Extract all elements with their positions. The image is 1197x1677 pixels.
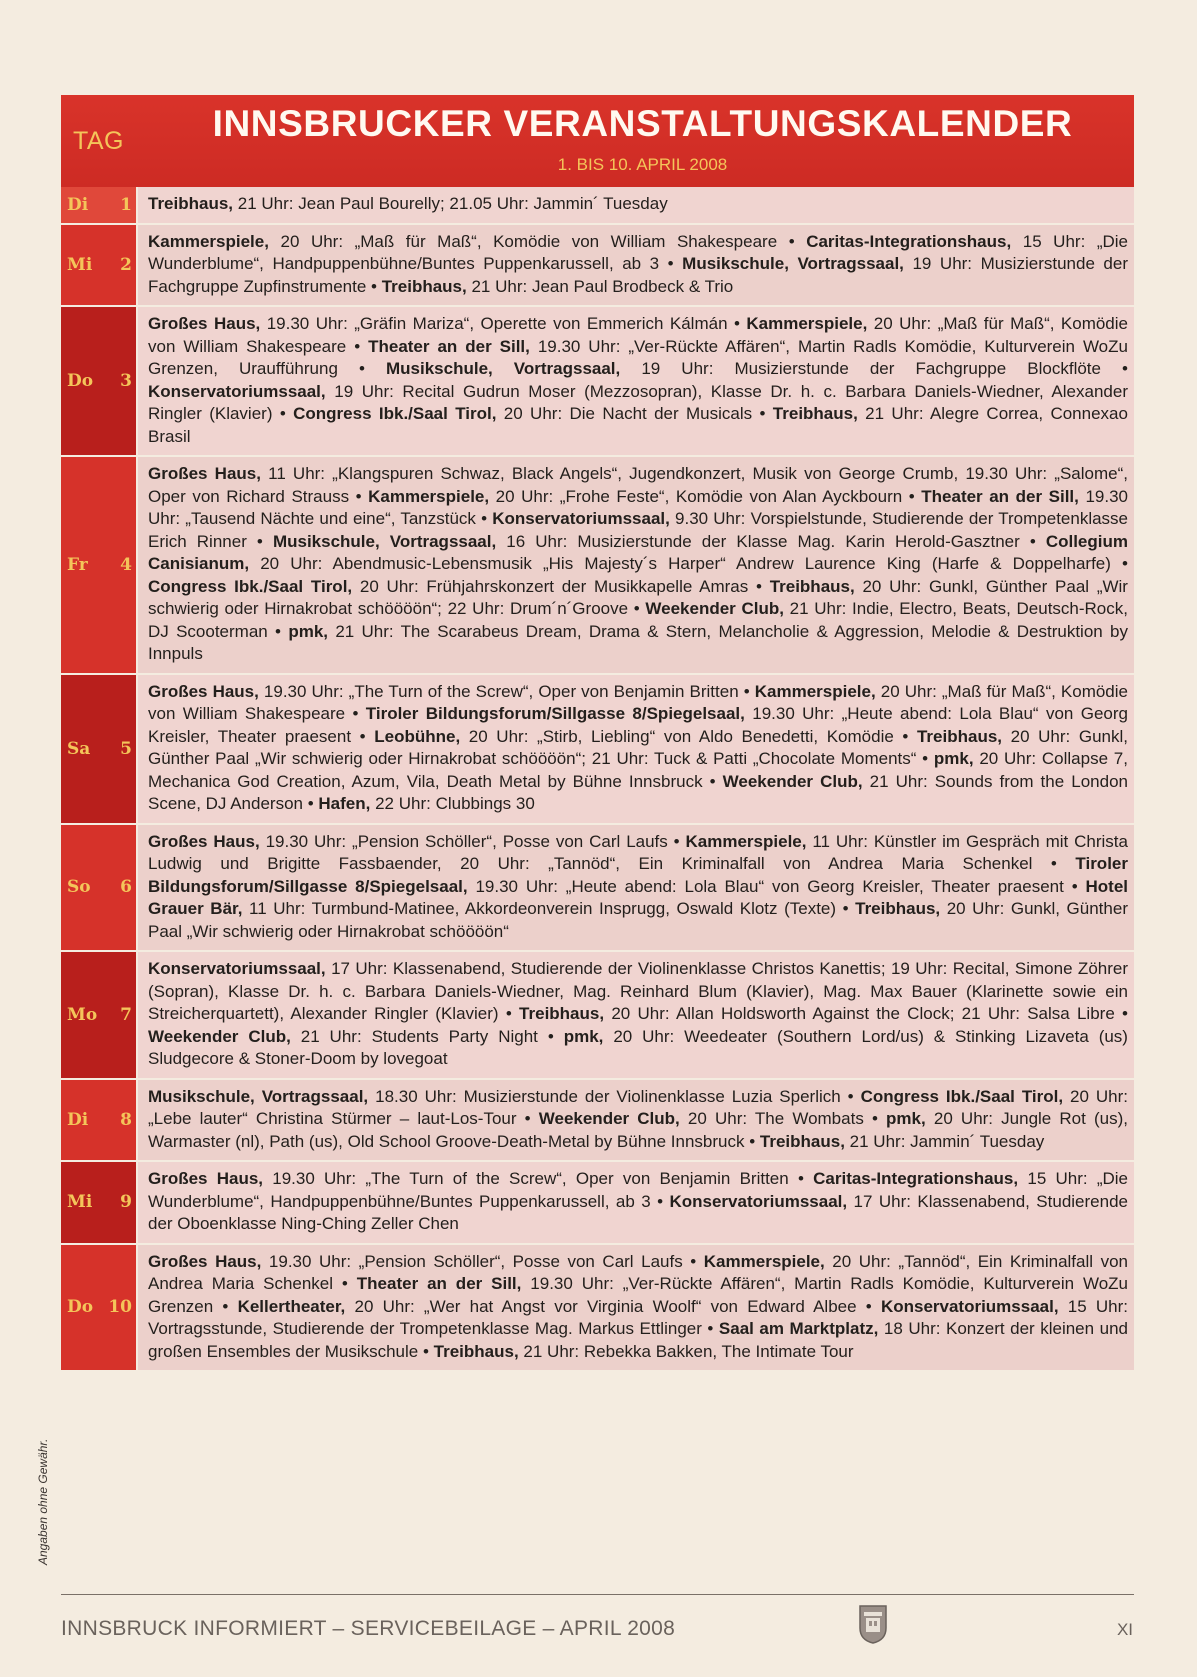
- date-range: 1. BIS 10. APRIL 2008: [557, 155, 728, 174]
- bullet-separator: •: [475, 509, 493, 528]
- bullet-separator: •: [788, 1169, 814, 1188]
- event-details: 17 Uhr: Klassenabend, Studierende der Violinenklasse Christos Kanettis; 19 Uhr: Recital, Simone Zöhrer (Sopran), Klasse Dr. h. c. Barbara Daniels-Wiedner, Mag. Reinhard Blum (Klavier), Mag. Max Bauer (Klarinette sowie ein Streicherquartett), Alexander Ringler (Klavier): [148, 959, 1128, 1023]
- event-details: 11 Uhr: Turmbund-Matinee, Akkordeonverein Insprugg, Oswald Klotz (Texte): [249, 899, 837, 918]
- weekday: Mo: [67, 1004, 98, 1025]
- event-details: 15 Uhr: „Die Wunderblume“, Handpuppenbühne/Buntes Puppenkarussell, ab 3: [148, 231, 1128, 273]
- bullet-separator: •: [333, 1274, 357, 1293]
- day-events: [136, 225, 1134, 306]
- disclaimer-note: Angaben ohne Gewähr.: [36, 1438, 50, 1565]
- day-number: 7: [120, 1004, 132, 1025]
- event-details: 19 Uhr: Musizierstunde der Fachgruppe Blockflöte: [641, 359, 1101, 378]
- weekday: Di: [67, 1109, 89, 1130]
- venue-name: pmk,: [886, 1109, 926, 1128]
- event-details: 20 Uhr: „Wer hat Angst vor Virginia Woolf“ von Edward Albee: [354, 1296, 857, 1316]
- day-label: [61, 675, 136, 823]
- event-details: 19 Uhr: Musizierstunde der Fachgruppe Zupfinstrumente: [148, 254, 1129, 296]
- bullet-separator: •: [682, 1251, 704, 1271]
- day-row: [61, 952, 1134, 1080]
- bullet-separator: •: [902, 486, 922, 506]
- weekday: Sa: [67, 738, 91, 759]
- event-details: 21 Uhr: Indie, Electro, Beats, Deutsch-Rock, DJ Scooterman: [148, 599, 1128, 641]
- bullet-separator: •: [272, 404, 294, 423]
- venue-name: Konservatoriumssaal,: [669, 1191, 848, 1211]
- venue-name: Konservatoriumssaal,: [492, 509, 670, 528]
- day-events: [136, 1245, 1134, 1371]
- event-details: 15 Uhr: „Die Wunderblume“, Handpuppenbühne/Buntes Puppenkarussell, ab 3: [148, 1169, 1128, 1211]
- bullet-separator: •: [916, 749, 934, 768]
- day-row: [61, 457, 1134, 675]
- day-label: [61, 1162, 136, 1243]
- bullet-separator: •: [856, 1296, 881, 1316]
- venue-name: Weekender Club,: [645, 599, 784, 618]
- venue-name: Leobühne,: [374, 726, 461, 746]
- event-details: 22 Uhr: Clubbings 30: [375, 794, 535, 813]
- venue-name: Tiroler Bildungsforum/Sillgasse 8/Spiegelsaal,: [365, 704, 745, 723]
- venue-name: Treibhaus,: [519, 1004, 605, 1023]
- bullet-separator: •: [836, 899, 856, 918]
- bullet-separator: •: [516, 1109, 539, 1128]
- day-events: [136, 675, 1134, 823]
- event-details: 20 Uhr: Weedeater (Southern Lord/us) & Stinking Lizaveta (us) Sludgecore & Stoner-Doom by lovegoat: [148, 1026, 1128, 1068]
- day-events: [136, 457, 1134, 673]
- venue-name: Weekender Club,: [538, 1109, 680, 1128]
- bullet-separator: •: [349, 486, 369, 506]
- venue-name: Kammerspiele,: [685, 831, 807, 851]
- bullet-separator: •: [659, 254, 683, 273]
- venue-name: Caritas-Integrationshaus,: [813, 1169, 1019, 1188]
- venue-name: Treibhaus,: [769, 576, 855, 596]
- bullet-separator: •: [267, 621, 289, 641]
- venue-name: Hotel Grauer Bär,: [148, 876, 1128, 918]
- bullet-separator: •: [351, 726, 375, 746]
- weekday: Di: [67, 194, 89, 215]
- bullet-separator: •: [1110, 554, 1128, 573]
- event-details: 19.30 Uhr: „Tausend Nächte und eine“, Tanzstück: [148, 486, 1128, 528]
- venue-name: Weekender Club,: [722, 771, 863, 791]
- day-label: [61, 952, 136, 1078]
- event-details: 20 Uhr: „Frohe Feste“, Komödie von Alan Ayckbourn: [495, 486, 903, 506]
- day-events: [136, 825, 1134, 951]
- event-details: 21 Uhr: Alegre Correa, Connexao Brasil: [148, 404, 1128, 446]
- day-label: [61, 1245, 136, 1371]
- venue-name: Großes Haus,: [148, 831, 260, 851]
- event-details: 19.30 Uhr: „The Turn of the Screw“, Oper von Benjamin Britten: [263, 681, 739, 701]
- event-details: 11 Uhr: „Klangspuren Schwaz, Black Angels“, Jugendkonzert, Musik von George Crumb, 19.30 Uhr: „Salome“, Oper von Richard Strauss: [148, 464, 1128, 506]
- coat-of-arms-icon: [858, 1604, 888, 1644]
- day-number: 5: [120, 738, 132, 759]
- event-details: 20 Uhr: Gunkl, Günther Paal „Wir schwierig oder Hirnakrobat schöööön“; 22 Uhr: Drum´n´Groove: [148, 576, 1128, 618]
- event-details: 19.30 Uhr: „Ver-Rückte Affären“, Martin Radls Komödie, Kulturverein WoZu Grenzen: [148, 1274, 1128, 1316]
- venue-name: Congress Ibk./Saal Tirol,: [148, 576, 353, 596]
- event-details: 20 Uhr: Abendmusic-Lebensmusik „His Majesty´s Harper“ Andrew Laurence King (Harfe & Doppelharfe): [260, 554, 1111, 573]
- day-events: [136, 307, 1134, 455]
- event-details: 21 Uhr: The Scarabeus Dream, Drama & Stern, Melancholie & Aggression, Melodie & Destruktion by Innpuls: [148, 621, 1128, 663]
- bullet-separator: •: [738, 681, 755, 701]
- day-number: 8: [120, 1109, 132, 1130]
- day-row: [61, 225, 1134, 308]
- venue-name: Konservatoriumssaal,: [148, 959, 326, 978]
- event-details: 20 Uhr: „Maß für Maß“, Komödie von William Shakespeare: [280, 231, 778, 251]
- day-number: 9: [120, 1192, 132, 1213]
- calendar-rows: [61, 187, 1134, 1372]
- event-details: 20 Uhr: Allan Holdsworth Against the Clock; 21 Uhr: Salsa Libre: [611, 1004, 1115, 1023]
- event-details: 20 Uhr: Jungle Rot (us), Warmaster (nl), Path (us), Old School Groove-Death-Metal by Bühne Innsbruck: [148, 1109, 1128, 1151]
- venue-name: Musikschule, Vortragssaal,: [272, 531, 497, 551]
- venue-name: Kammerspiele,: [368, 486, 490, 506]
- bullet-separator: •: [744, 1131, 760, 1151]
- weekday: Do: [67, 371, 94, 391]
- event-details: 18.30 Uhr: Musizierstunde der Violinenklasse Luzia Sperlich: [375, 1086, 841, 1106]
- event-details: 16 Uhr: Musizierstunde der Klasse Mag. Karin Herold-Gasztner: [506, 531, 1020, 551]
- venue-name: Treibhaus,: [433, 1341, 519, 1361]
- venue-name: Caritas-Integrationshaus,: [806, 231, 1012, 251]
- weekday: Mi: [67, 254, 93, 275]
- day-label: [61, 1080, 136, 1161]
- event-details: 19.30 Uhr: „Ver-Rückte Affären“, Martin Radls Komödie, Kulturverein WoZu Grenzen, Uraufführung: [148, 336, 1128, 378]
- venue-name: Treibhaus,: [759, 1131, 845, 1151]
- bullet-separator: •: [667, 831, 686, 851]
- day-column-heading: TAG: [72, 126, 125, 155]
- bullet-separator: •: [1114, 1004, 1128, 1023]
- day-row: [61, 1162, 1134, 1245]
- event-details: 20 Uhr: „Stirb, Liebling“ von Aldo Benedetti, Komödie: [468, 726, 894, 746]
- venue-name: Kammerspiele,: [148, 231, 269, 251]
- event-details: 17 Uhr: Klassenabend, Studierende der Oboenklasse Ning-Ching Zeller Chen: [148, 1191, 1128, 1233]
- venue-name: Weekender Club,: [148, 1026, 291, 1046]
- day-row: [61, 187, 1134, 225]
- venue-name: Konservatoriumssaal,: [880, 1296, 1059, 1316]
- day-row: [61, 825, 1134, 953]
- day-number: 4: [120, 554, 132, 575]
- venue-name: Theater an der Sill,: [356, 1274, 522, 1293]
- event-details: 21 Uhr: Rebekka Bakken, The Intimate Tour: [523, 1341, 854, 1361]
- day-label: [61, 225, 136, 306]
- event-details: 19.30 Uhr: „Heute abend: Lola Blau“ von Georg Kreisler, Theater praesent: [475, 876, 1064, 896]
- event-details: 20 Uhr: The Wombats: [687, 1109, 864, 1128]
- day-label: [61, 457, 136, 673]
- day-number: 1: [120, 194, 132, 215]
- bullet-separator: •: [366, 276, 382, 296]
- weekday: Fr: [67, 554, 88, 575]
- event-details: 20 Uhr: Collapse 7, Mechanica God Creation, Azum, Vila, Death Metal by Bühne Innsbruck: [148, 749, 1128, 791]
- bullet-separator: •: [701, 1319, 719, 1338]
- bullet-separator: •: [346, 336, 369, 356]
- bullet-separator: •: [498, 1004, 520, 1023]
- footer-title: INNSBRUCK INFORMIERT – SERVICEBEILAGE – APRIL 2008: [61, 1617, 676, 1640]
- venue-name: pmk,: [288, 621, 328, 641]
- day-row: [61, 307, 1134, 457]
- bullet-separator: •: [893, 726, 917, 746]
- venue-name: Konservatoriumssaal,: [148, 381, 326, 401]
- bullet-separator: •: [213, 1296, 238, 1316]
- day-row: [61, 1245, 1134, 1373]
- weekday: Mi: [67, 1192, 93, 1213]
- event-details: 20 Uhr: Frühjahrskonzert der Musikkapelle Amras: [359, 576, 749, 596]
- event-details: 21 Uhr: Jean Paul Bourelly; 21.05 Uhr: Jammin´ Tuesday: [237, 194, 668, 213]
- bullet-separator: •: [650, 1191, 670, 1211]
- event-details: 21 Uhr: Students Party Night: [300, 1026, 538, 1046]
- venue-name: Kammerspiele,: [754, 681, 876, 701]
- bullet-separator: •: [748, 576, 770, 596]
- day-events: [136, 952, 1134, 1078]
- event-details: 19.30 Uhr: „The Turn of the Screw“, Oper von Benjamin Britten: [272, 1169, 789, 1188]
- venue-name: Großes Haus,: [148, 464, 261, 483]
- day-events: [136, 187, 1134, 223]
- event-details: 20 Uhr: „Maß für Maß“, Komödie von William Shakespeare: [148, 314, 1128, 356]
- weekday: So: [67, 877, 91, 898]
- calendar-header: [61, 95, 1134, 187]
- event-details: 21 Uhr: Jammin´ Tuesday: [849, 1131, 1045, 1151]
- weekday: Do: [67, 1297, 94, 1318]
- venue-name: pmk,: [563, 1026, 604, 1046]
- event-details: 11 Uhr: Künstler im Gespräch mit Christa Ludwig und Brigitte Fassbaender, 20 Uhr: „Tannöd“, Ein Kriminalfall von Andrea Maria Schenkel: [148, 831, 1128, 873]
- page-title: INNSBRUCKER VERANSTALTUNGSKALENDER: [212, 103, 1073, 144]
- day-row: [61, 675, 1134, 825]
- event-details: 15 Uhr: Vortragsstunde, Studierende der Trompetenklasse Mag. Markus Ettlinger: [148, 1296, 1129, 1338]
- venue-name: Großes Haus,: [148, 1169, 264, 1188]
- venue-name: Congress Ibk./Saal Tirol,: [860, 1086, 1064, 1106]
- event-details: 19.30 Uhr: „Heute abend: Lola Blau“ von Georg Kreisler, Theater praesent: [148, 704, 1128, 746]
- venue-name: Großes Haus,: [148, 1251, 262, 1271]
- venue-name: Musikschule, Vortragssaal,: [148, 1086, 369, 1106]
- venue-name: Treibhaus,: [381, 276, 467, 296]
- day-events: [136, 1080, 1134, 1161]
- bullet-separator: •: [246, 531, 273, 551]
- bullet-separator: •: [418, 1341, 434, 1361]
- bullet-separator: •: [863, 1109, 887, 1128]
- event-details: 19.30 Uhr: „Pension Schöller“, Posse von Carl Laufs: [265, 831, 668, 851]
- event-details: 19 Uhr: Recital Gudrun Moser (Mezzosopran), Klasse Dr. h. c. Barbara Daniels-Wiedner, Alexander Ringler (Klavier): [148, 381, 1128, 423]
- day-number: 10: [108, 1297, 132, 1318]
- venue-name: Treibhaus,: [916, 726, 1003, 746]
- venue-name: Kellertheater,: [237, 1296, 346, 1316]
- event-details: 20 Uhr: „Maß für Maß“, Komödie von William Shakespeare: [148, 681, 1128, 723]
- bullet-separator: •: [840, 1086, 861, 1106]
- bullet-separator: •: [777, 231, 807, 251]
- page-number: XI: [1116, 1620, 1133, 1639]
- day-label: [61, 825, 136, 951]
- venue-name: Saal am Marktplatz,: [718, 1319, 879, 1338]
- venue-name: Theater an der Sill,: [368, 336, 530, 356]
- venue-name: Hafen,: [318, 794, 371, 813]
- bullet-separator: •: [537, 1026, 564, 1046]
- event-details: 18 Uhr: Konzert der kleinen und großen Ensembles der Musikschule: [148, 1319, 1128, 1361]
- bullet-separator: •: [702, 771, 723, 791]
- day-number: 2: [120, 254, 132, 275]
- event-details: 21 Uhr: Sounds from the London Scene, DJ Anderson: [148, 771, 1128, 813]
- day-events: [136, 1162, 1134, 1243]
- venue-name: Treibhaus,: [772, 404, 858, 423]
- bullet-separator: •: [345, 704, 366, 723]
- bullet-separator: •: [1063, 876, 1086, 896]
- calendar-page: [61, 95, 1134, 1372]
- event-details: 20 Uhr: „Lebe lauter“ Christina Stürmer – laut-Los-Tour: [148, 1086, 1129, 1128]
- day-row: [61, 1080, 1134, 1163]
- event-details: 9.30 Uhr: Vorspielstunde, Studierende der Trompetenklasse Erich Rinner: [148, 509, 1129, 551]
- bullet-separator: •: [1100, 359, 1128, 378]
- venue-name: Kammerspiele,: [746, 314, 868, 333]
- event-details: 20 Uhr: „Tannöd“, Ein Kriminalfall von Andrea Maria Schenkel: [148, 1251, 1128, 1293]
- bullet-separator: •: [752, 404, 773, 423]
- venue-name: Congress Ibk./Saal Tirol,: [293, 404, 497, 423]
- venue-name: Musikschule, Vortragssaal,: [385, 359, 621, 378]
- venue-name: Musikschule, Vortragssaal,: [682, 254, 904, 273]
- event-details: 19.30 Uhr: „Pension Schöller“, Posse von Carl Laufs: [268, 1251, 683, 1271]
- day-label: [61, 307, 136, 455]
- venue-name: Theater an der Sill,: [921, 486, 1079, 506]
- venue-name: pmk,: [933, 749, 974, 768]
- bullet-separator: •: [1019, 531, 1046, 551]
- bullet-separator: •: [337, 359, 386, 378]
- event-details: 20 Uhr: Die Nacht der Musicals: [503, 404, 753, 423]
- venue-name: Collegium Canisianum,: [148, 531, 1128, 573]
- day-number: 6: [120, 877, 132, 898]
- bullet-separator: •: [727, 314, 747, 333]
- venue-name: Großes Haus,: [148, 681, 259, 701]
- day-label: [61, 187, 136, 223]
- event-details: 20 Uhr: Gunkl, Günther Paal „Wir schwierig oder Hirnakrobat schöööön“: [148, 899, 1128, 941]
- day-number: 3: [120, 371, 132, 391]
- event-details: 20 Uhr: Gunkl, Günther Paal „Wir schwierig oder Hirnakrobat schöööön“; 21 Uhr: Tuck & Patti „Chocolate Moments“: [148, 726, 1128, 768]
- venue-name: Treibhaus,: [148, 194, 234, 213]
- event-details: 21 Uhr: Jean Paul Brodbeck & Trio: [471, 276, 734, 296]
- footer-divider: [61, 1594, 1134, 1595]
- venue-name: Treibhaus,: [855, 899, 941, 918]
- venue-name: Tiroler Bildungsforum/Sillgasse 8/Spiegelsaal,: [148, 854, 1128, 896]
- bullet-separator: •: [628, 599, 646, 618]
- event-details: 19.30 Uhr: „Gräfin Mariza“, Operette von Emmerich Kálmán: [266, 314, 728, 333]
- bullet-separator: •: [1032, 854, 1076, 873]
- venue-name: Kammerspiele,: [703, 1251, 825, 1271]
- bullet-separator: •: [302, 794, 319, 813]
- venue-name: Großes Haus,: [148, 314, 261, 333]
